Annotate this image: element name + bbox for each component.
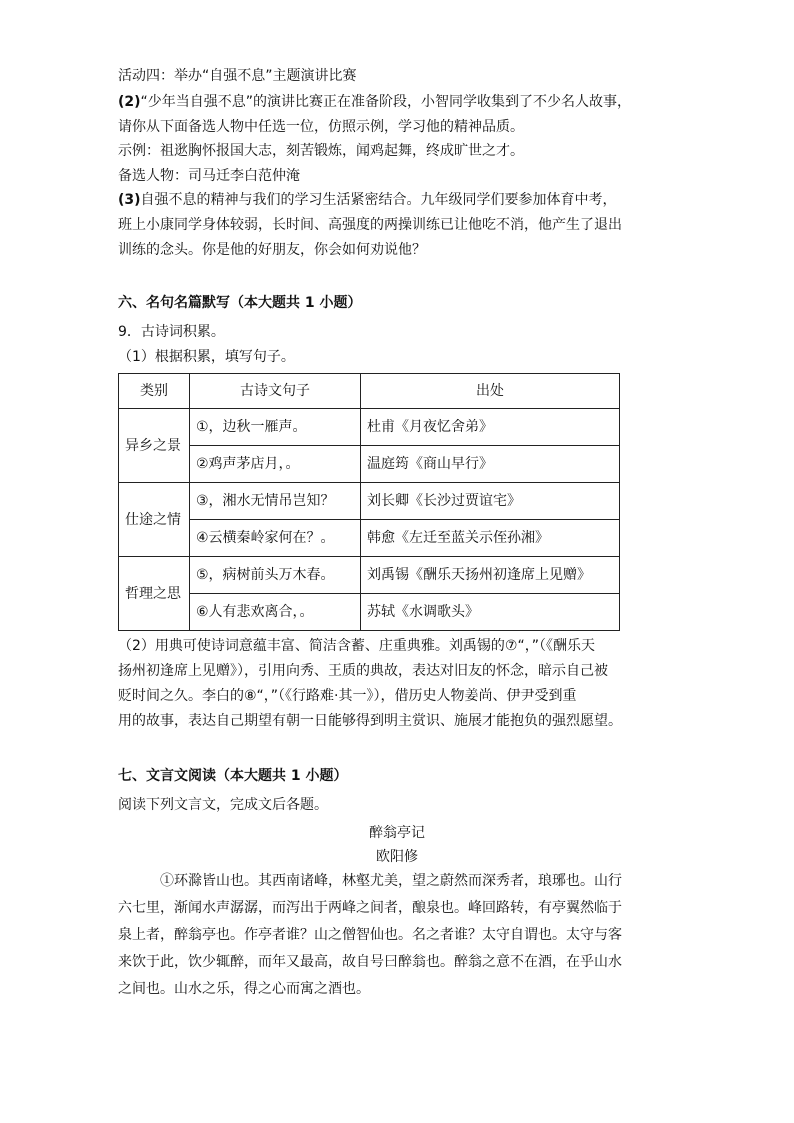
activity-title: 活动四：举办“自强不息”主题演讲比赛: [118, 68, 357, 84]
table-header-cell: 古诗文句子: [190, 374, 361, 409]
table-row: [119, 594, 620, 631]
table-header-row: [119, 374, 620, 409]
sentence-cell: ④云横秦岭家何在？。: [190, 520, 361, 557]
section-6-heading: 六、名句名篇默写（本大题共 1 小题）: [118, 295, 362, 311]
candidates-line: 备选人物：司马迁李白范仲淹: [118, 168, 300, 184]
question-text: 自强不息的精神与我们的学习生活紧密结合。九年级同学们要参加体育中考，: [140, 192, 617, 208]
passage-title: 醉翁亭记: [369, 825, 425, 841]
table-row: [119, 483, 620, 520]
table-header-cell: 类别: [119, 374, 190, 409]
sentence-cell: ①，边秋一雁声。: [190, 409, 361, 446]
question-2-line-1: [118, 92, 631, 112]
passage-line: 六七里，渐闻水声潺潺，而泻出于两峰之间者，酿泉也。峰回路转，有亭翼然临于: [118, 900, 622, 916]
table-row: [119, 520, 620, 557]
example-line: 示例：祖逖胸怀报国大志，刻苦锻炼，闻鸡起舞，终成旷世之才。: [118, 143, 524, 159]
source-cell: 韩愈《左迁至蓝关示侄孙湘》: [361, 520, 620, 557]
question-3-line-2: 班上小康同学身体较弱，长时间、高强度的两操训练已让他吃不消，他产生了退出: [118, 217, 622, 233]
poem-table: [118, 373, 620, 631]
question-number: (2): [118, 94, 141, 110]
question-number: (3): [118, 192, 141, 208]
subquestion-1: （1）根据积累，填写句子。: [118, 349, 295, 365]
question-9: 9．古诗词积累。: [118, 324, 225, 340]
source-cell: 刘长卿《长沙过贾谊宅》: [361, 483, 620, 520]
subquestion-2-line-4: 用的故事，表达自己期望有朝一日能够得到明主赏识、施展才能抱负的强烈愿望。: [118, 713, 622, 729]
subquestion-2-line-2: 扬州初逢席上见赠》），引用向秀、王质的典故，表达对旧友的怀念，暗示自己被: [118, 663, 608, 679]
table-row: [119, 409, 620, 446]
passage-line: 泉上者，醉翁亭也。作亭者谁？山之僧智仙也。名之者谁？太守自谓也。太守与客: [118, 927, 622, 943]
passage-paragraph: [118, 868, 678, 1003]
passage-line: 之间也。山水之乐，得之心而寓之酒也。: [118, 981, 370, 997]
table-row: [119, 446, 620, 483]
sentence-cell: ⑥人有悲欢离合，。: [190, 594, 361, 631]
table-header-cell: 出处: [361, 374, 620, 409]
passage-line: 来饮于此，饮少辄醉，而年又最高，故自号曰醉翁也。醉翁之意不在酒，在乎山水: [118, 954, 622, 970]
source-cell: 苏轼《水调歌头》: [361, 594, 620, 631]
category-cell: 哲理之思: [119, 557, 190, 631]
question-3-line-3: 训练的念头。你是他的好朋友，你会如何劝说他？: [118, 242, 426, 258]
source-cell: 刘禹锡《酬乐天扬州初逢席上见赠》: [361, 557, 620, 594]
passage-author: 欧阳修: [376, 849, 418, 865]
subquestion-2-line-1: （2）用典可使诗词意蕴丰富、简洁含蓄、庄重典雅。刘禹锡的⑦“，”（《酬乐天: [118, 638, 595, 654]
sentence-cell: ⑤，病树前头万木春。: [190, 557, 361, 594]
source-cell: 温庭筠《商山早行》: [361, 446, 620, 483]
sentence-cell: ②鸡声茅店月，。: [190, 446, 361, 483]
reading-intro: 阅读下列文言文，完成文后各题。: [118, 797, 328, 813]
category-cell: 仕途之情: [119, 483, 190, 557]
question-text: “少年当自强不息”的演讲比赛正在准备阶段，小智同学收集到了不少名人故事，: [140, 94, 632, 110]
source-cell: 杜甫《月夜忆舍弟》: [361, 409, 620, 446]
passage-line: ①环滁皆山也。其西南诸峰，林壑尤美，望之蔚然而深秀者，琅琊也。山行: [160, 873, 622, 889]
sentence-cell: ③，湘水无情吊岂知？: [190, 483, 361, 520]
table-row: [119, 557, 620, 594]
question-3-line-1: [118, 190, 617, 210]
section-7-heading: 七、文言文阅读（本大题共 1 小题）: [118, 768, 348, 784]
subquestion-2-line-3: 贬时间之久。李白的⑧“，”（《行路难·其一》），借历史人物姜尚、伊尹受到重: [118, 688, 577, 704]
category-cell: 异乡之景: [119, 409, 190, 483]
question-2-line-2: 请你从下面备选人物中任选一位，仿照示例，学习他的精神品质。: [118, 119, 524, 135]
